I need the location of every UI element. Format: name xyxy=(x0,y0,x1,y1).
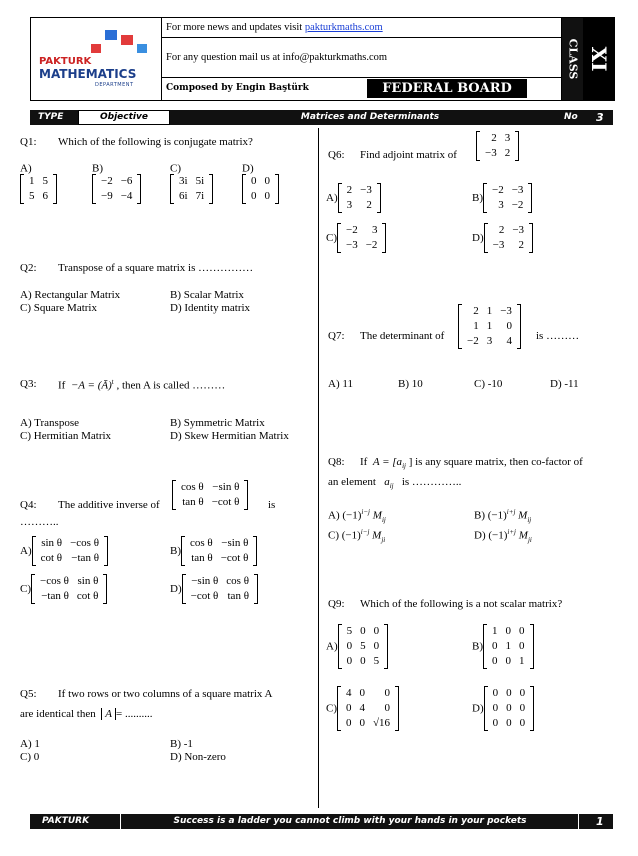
q9-option-matrix-cell: 0 xyxy=(373,640,380,652)
q8-line2-sub: ij xyxy=(389,482,394,491)
q4-option-label: D) xyxy=(170,583,182,595)
q8-option-label: C) xyxy=(328,529,339,542)
logo-square-blue xyxy=(105,30,117,40)
q9-option-matrix xyxy=(484,686,535,731)
q6-main-matrix xyxy=(476,131,519,161)
logo-square-small xyxy=(91,44,101,53)
q9-option-label: A) xyxy=(326,640,338,653)
q8-option-label: B) xyxy=(474,509,485,522)
composed-row xyxy=(162,79,561,100)
q4-option-matrix xyxy=(181,536,257,566)
q9-option-matrix-cell: 0 xyxy=(373,625,380,637)
q8-option-sub: ij xyxy=(381,515,386,524)
q4-option-matrix-cell: −tan θ xyxy=(71,552,99,564)
q8-option-sup: i−j xyxy=(361,508,371,516)
q6-option-matrix-cell: 3 xyxy=(371,224,378,236)
q1-option-matrix-cell: 0 xyxy=(251,175,257,188)
q6-option-label: D) xyxy=(472,232,484,244)
q5-det: A xyxy=(101,708,116,720)
q6-options xyxy=(326,183,626,263)
q8-option-label: A) xyxy=(328,509,340,522)
q8-option-label: D) xyxy=(474,529,486,542)
q6-option-matrix-cell: 2 xyxy=(366,199,372,211)
q4-main-matrix-cell: tan θ xyxy=(182,496,204,508)
q5-text: If two rows or two columns of a square matrix A xyxy=(58,688,273,700)
no-value: 3 xyxy=(596,111,604,124)
q4-option-matrix xyxy=(182,574,258,604)
q1-option xyxy=(92,162,141,204)
q8-option xyxy=(474,508,531,524)
q1-option-matrix-cell: 0 xyxy=(251,190,257,203)
q9-option-label: D) xyxy=(472,702,484,715)
q4-option-matrix-cell: −sin θ xyxy=(191,575,219,587)
q4-matrix xyxy=(172,480,248,510)
q1-option-matrix xyxy=(92,174,141,204)
q4-main-matrix-cell: −cot θ xyxy=(211,496,240,508)
type-bar xyxy=(30,110,613,125)
q2-option-a: A) Rectangular Matrix xyxy=(20,289,121,301)
q9-option-matrix-cell: 1 xyxy=(505,640,511,652)
q8-option xyxy=(474,528,532,544)
q1-option-label: A) xyxy=(20,162,32,175)
q4-option-matrix-cell: cos θ xyxy=(226,575,249,587)
q7-main-matrix xyxy=(458,304,521,349)
q6-option-label: C) xyxy=(326,232,337,244)
q1-option-matrix xyxy=(242,174,279,204)
q4-is: is xyxy=(268,499,276,511)
q1-option-label: B) xyxy=(92,162,103,175)
q6-option xyxy=(472,183,532,213)
q3-option-c: C) Hermitian Matrix xyxy=(20,430,112,442)
q4-option xyxy=(20,574,107,604)
q9-option-matrix-cell: 0 xyxy=(359,687,365,699)
q9-option-matrix-cell: 5 xyxy=(373,655,380,667)
q9-option-matrix-cell: 0 xyxy=(506,687,512,699)
q8-option-base: (−1) xyxy=(342,509,362,522)
q1-number: Q1: xyxy=(20,136,37,148)
q4-option-label: C) xyxy=(20,583,31,595)
q1-option-matrix-cell: 5 xyxy=(29,190,35,203)
q9-option-label: B) xyxy=(472,640,483,653)
q8-line2-pre: an element xyxy=(328,476,376,488)
q4-option-matrix xyxy=(32,536,108,566)
q4-option-matrix-cell: tan θ xyxy=(227,590,249,602)
q8-line2-post: is ………….. xyxy=(401,476,462,488)
q8-post: ] is any square matrix, then co-factor of xyxy=(408,456,583,468)
q1-option-matrix-cell: 0 xyxy=(264,190,270,203)
q9-option-matrix-cell: 0 xyxy=(346,717,352,729)
q3-expr: −A = (Ā) xyxy=(70,379,112,392)
q9-option-matrix-cell: 0 xyxy=(505,625,511,637)
logo-square-lightblue xyxy=(137,44,147,53)
q8-option-m: M xyxy=(372,529,382,542)
news-row xyxy=(162,18,561,38)
q4-main-matrix-cell: −sin θ xyxy=(212,481,240,493)
q6-option-matrix xyxy=(484,223,533,253)
q7-main-matrix-cell: 0 xyxy=(506,320,512,332)
q6-option-matrix-cell: −2 xyxy=(365,239,378,251)
q9-option-matrix-cell: 0 xyxy=(360,625,366,637)
q7-text: The determinant of xyxy=(360,330,445,342)
q8-option-sup: i−j xyxy=(360,528,370,536)
q6-option-label: A) xyxy=(326,192,338,204)
q2-text: Transpose of a square matrix is …………… xyxy=(58,262,254,274)
class-label-box xyxy=(561,18,584,100)
q9-option xyxy=(326,624,388,669)
q7-main-matrix-cell: 2 xyxy=(473,305,479,317)
class-label: CLASS xyxy=(566,38,580,80)
q7-main-matrix-cell: 1 xyxy=(486,320,493,332)
q9-option-matrix-cell: 0 xyxy=(384,702,391,714)
q9-number: Q9: xyxy=(328,598,345,610)
q9-option-matrix-cell: 0 xyxy=(492,717,499,729)
q4-option-matrix-cell: tan θ xyxy=(191,552,213,564)
q4-text: The additive inverse of xyxy=(58,499,160,511)
q4-option xyxy=(170,574,258,604)
q1-option-matrix-cell: 6i xyxy=(179,190,188,203)
q9-option-matrix-cell: 0 xyxy=(346,640,353,652)
q8-option-base: (−1) xyxy=(488,529,508,542)
q6-option-matrix-cell: 2 xyxy=(518,239,525,251)
q5-line2 xyxy=(20,708,152,720)
q1-option-matrix-cell: −6 xyxy=(120,175,133,188)
q3-post: , then A is called ……… xyxy=(116,379,226,392)
q9-text: Which of the following is a not scalar matrix? xyxy=(360,598,563,610)
q1-option-label: D) xyxy=(242,162,254,175)
q9-options xyxy=(326,624,626,754)
q7-main-matrix-cell: −3 xyxy=(500,305,512,317)
q8-sub: ij xyxy=(402,462,406,471)
q6-main-matrix-cell: −3 xyxy=(485,147,497,159)
q6-option xyxy=(472,223,533,253)
class-value: XI xyxy=(586,46,611,72)
q9-option-matrix-cell: 0 xyxy=(492,640,498,652)
q1-option xyxy=(170,162,213,204)
q6-option-matrix-cell: −2 xyxy=(511,199,524,211)
q4-option-label: B) xyxy=(170,545,181,557)
q6-option-matrix-cell: −2 xyxy=(346,224,358,236)
q4-option-matrix-cell: −sin θ xyxy=(221,537,249,549)
q1-text: Which of the following is conjugate matrix? xyxy=(58,136,253,148)
footer-divider-1 xyxy=(120,814,121,829)
topic: Matrices and Determinants xyxy=(300,112,440,122)
q1-option xyxy=(20,162,57,204)
q3-line xyxy=(58,378,225,392)
q9-option-matrix-cell: 0 xyxy=(346,702,352,714)
q9-option-matrix-cell: 5 xyxy=(360,640,366,652)
q3-number: Q3: xyxy=(20,378,37,390)
q4-option xyxy=(20,536,108,566)
q6-option-matrix-cell: −2 xyxy=(492,184,504,196)
q4-option-matrix-cell: cot θ xyxy=(40,552,63,564)
q4-option-matrix-cell: cot θ xyxy=(76,590,99,602)
q1-option-matrix-cell: 5 xyxy=(42,175,48,188)
q9-option-matrix-cell: 0 xyxy=(519,640,525,652)
q8-line xyxy=(360,456,583,470)
q7-main-matrix-cell: 1 xyxy=(486,305,493,317)
q2-option-c: C) Square Matrix xyxy=(20,302,97,314)
q4-options xyxy=(20,536,310,646)
q9-option-matrix-cell: 0 xyxy=(506,702,512,714)
q1-option-matrix-cell: −4 xyxy=(120,190,133,203)
q4-option-matrix-cell: −cot θ xyxy=(220,552,249,564)
q4-dots: ……….. xyxy=(20,516,59,528)
q6-option-matrix-cell: −3 xyxy=(492,239,505,251)
q1-option-matrix-cell: 0 xyxy=(264,175,270,188)
q4-option-matrix-cell: −cot θ xyxy=(190,590,219,602)
q4-option xyxy=(170,536,257,566)
q7-main-matrix-cell: 4 xyxy=(506,335,512,347)
q4-option-matrix-cell: sin θ xyxy=(77,575,99,587)
q8-options xyxy=(328,508,618,553)
q3-option-d: D) Skew Hermitian Matrix xyxy=(170,430,289,442)
q6-option-matrix xyxy=(483,183,532,213)
logo-text-3: DEPARTMENT xyxy=(95,82,134,88)
q5-option-c: C) 0 xyxy=(20,751,40,763)
mail-text: For any question mail us at info@pakturkmaths.com xyxy=(166,52,388,63)
type-value: Objective xyxy=(78,110,170,125)
q9-option xyxy=(472,624,534,669)
q8-option-sup: i+j xyxy=(506,508,516,516)
q8-option-m: M xyxy=(518,509,528,522)
q2-option-d: D) Identity matrix xyxy=(170,302,251,314)
q9-option-matrix xyxy=(338,624,389,669)
q9-option-matrix-cell: 0 xyxy=(519,717,526,729)
q6-option-matrix-cell: 2 xyxy=(346,184,353,196)
board-badge: FEDERAL BOARD xyxy=(367,79,527,98)
q5-option-b: B) -1 xyxy=(170,738,193,750)
q1-option-matrix-cell: 3i xyxy=(179,175,188,188)
q4-main-matrix-cell: cos θ xyxy=(181,481,204,493)
q9-option-matrix-cell: 0 xyxy=(519,625,525,637)
q7-number: Q7: xyxy=(328,330,345,342)
page-header xyxy=(30,17,615,101)
q6-option-matrix-cell: 2 xyxy=(498,224,505,236)
q1-option-matrix-cell: 5i xyxy=(195,175,205,188)
q9-option-matrix-cell: 1 xyxy=(519,655,525,667)
mail-row xyxy=(162,38,561,78)
footer-motto: Success is a ladder you cannot climb with your hands in your pockets xyxy=(173,816,527,826)
footer-bar xyxy=(30,814,613,829)
q8-option-m: M xyxy=(518,529,528,542)
q9-option-label: C) xyxy=(326,702,337,715)
q4-number: Q4: xyxy=(20,499,37,511)
q9-option-matrix xyxy=(337,686,399,731)
q2-number: Q2: xyxy=(20,262,37,274)
q1-option-matrix-cell: −2 xyxy=(101,175,113,188)
q6-option-matrix-cell: 3 xyxy=(498,199,504,211)
news-link[interactable]: pakturkmaths.com xyxy=(304,22,383,33)
q6-option xyxy=(326,223,386,253)
footer-page: 1 xyxy=(596,815,604,828)
q4-option-matrix xyxy=(31,574,107,604)
q5-eq: = .......... xyxy=(115,708,153,720)
q8-option xyxy=(328,508,386,524)
q8-option-base: (−1) xyxy=(487,509,507,522)
q8-option-sub: ji xyxy=(381,535,386,544)
q6-matrix xyxy=(476,131,519,161)
q9-option-matrix-cell: 1 xyxy=(492,625,498,637)
column-divider xyxy=(318,128,319,808)
q9-option-matrix-cell: 0 xyxy=(505,655,511,667)
q9-option-matrix-cell: 0 xyxy=(384,687,391,699)
q2-option-b: B) Scalar Matrix xyxy=(170,289,244,301)
q9-option-matrix xyxy=(483,624,534,669)
q1-option-matrix-cell: −9 xyxy=(101,190,113,203)
q6-option xyxy=(326,183,381,213)
q6-option-label: B) xyxy=(472,192,483,204)
q9-option-matrix-cell: 0 xyxy=(360,655,366,667)
q9-option-matrix-cell: 0 xyxy=(506,717,512,729)
q8-expr: A = [a xyxy=(372,456,403,468)
q3-option-b: B) Symmetric Matrix xyxy=(170,417,265,429)
q7-matrix xyxy=(458,304,521,349)
q1-option xyxy=(242,162,279,204)
q7-main-matrix-cell: 1 xyxy=(473,320,479,332)
q8-option-base: (−1) xyxy=(341,529,361,542)
q1-option-matrix xyxy=(20,174,57,204)
news-text: For more news and updates visit xyxy=(166,22,305,33)
q7-main-matrix-cell: −2 xyxy=(467,335,479,347)
q8-option xyxy=(328,528,385,544)
q9-option-matrix-cell: 0 xyxy=(359,717,365,729)
q9-option-matrix-cell: √16 xyxy=(373,717,391,729)
q5-text2: are identical then xyxy=(20,708,96,720)
q4-main-matrix xyxy=(172,480,248,510)
q3-sup: t xyxy=(111,378,114,386)
q9-option-matrix-cell: 4 xyxy=(359,702,365,714)
q1-option-matrix-cell: 1 xyxy=(29,175,35,188)
q6-option-matrix-cell: 3 xyxy=(346,199,353,211)
q7-option-b: B) 10 xyxy=(398,378,423,390)
q4-option-matrix-cell: −tan θ xyxy=(41,590,69,602)
q4-option-label: A) xyxy=(20,545,32,557)
q7-option-c: C) -10 xyxy=(474,378,503,390)
q4-option-matrix-cell: sin θ xyxy=(41,537,63,549)
q8-option-sub: ij xyxy=(527,515,532,524)
q7-main-matrix-cell: 3 xyxy=(486,335,493,347)
footer-divider-2 xyxy=(578,814,579,829)
type-label: TYPE xyxy=(38,112,64,122)
q6-option-matrix-cell: −3 xyxy=(512,224,525,236)
q7-option-a: A) 11 xyxy=(328,378,353,390)
q6-option-matrix xyxy=(337,223,386,253)
q8-line2-var: a xyxy=(384,476,390,488)
q6-option-matrix-cell: −3 xyxy=(511,184,524,196)
q1-option-matrix-cell: 7i xyxy=(195,190,205,203)
q9-option-matrix-cell: 0 xyxy=(346,655,353,667)
q9-option xyxy=(326,686,399,731)
composed-by: Composed by Engin Baştürk xyxy=(166,83,309,93)
q1-option-matrix-cell: 6 xyxy=(42,190,48,203)
class-value-box xyxy=(583,18,614,100)
no-label: No xyxy=(564,112,578,122)
q4-option-matrix-cell: −cos θ xyxy=(40,575,69,587)
q3-pre: If xyxy=(58,379,66,392)
q9-option xyxy=(472,686,534,731)
q5-number: Q5: xyxy=(20,688,37,700)
q9-option-matrix-cell: 0 xyxy=(492,655,498,667)
q7-post: is ……… xyxy=(536,330,580,342)
q8-option-sub: ji xyxy=(527,535,532,544)
q4-option-matrix-cell: −cos θ xyxy=(70,537,99,549)
q9-option-matrix-cell: 5 xyxy=(346,625,353,637)
q8-number: Q8: xyxy=(328,456,345,468)
logo-text-2: MATHEMATICS xyxy=(39,67,137,81)
q9-option-matrix-cell: 4 xyxy=(346,687,352,699)
q3-option-a: A) Transpose xyxy=(20,417,79,429)
q8-option-sup: i+j xyxy=(507,528,517,536)
q6-option-matrix-cell: −3 xyxy=(346,239,358,251)
q5-option-a: A) 1 xyxy=(20,738,40,750)
q8-pre: If xyxy=(360,456,368,468)
q6-main-matrix-cell: 2 xyxy=(504,147,511,159)
q1-option-matrix xyxy=(170,174,213,204)
q6-option-matrix-cell: −3 xyxy=(360,184,372,196)
q6-option-matrix xyxy=(338,183,381,213)
q6-main-matrix-cell: 2 xyxy=(491,132,497,144)
q6-text: Find adjoint matrix of xyxy=(360,149,457,161)
q9-option-matrix-cell: 0 xyxy=(492,687,499,699)
footer-brand: PAKTURK xyxy=(42,816,90,826)
logo xyxy=(31,18,162,100)
q7-option-d: D) -11 xyxy=(550,378,579,390)
q9-option-matrix-cell: 0 xyxy=(519,702,526,714)
q5-option-d: D) Non-zero xyxy=(170,751,226,763)
q9-option-matrix-cell: 0 xyxy=(519,687,526,699)
q9-option-matrix-cell: 0 xyxy=(492,702,499,714)
q1-option-label: C) xyxy=(170,162,181,175)
q4-option-matrix-cell: cos θ xyxy=(190,537,213,549)
q6-number: Q6: xyxy=(328,149,345,161)
q8-option-m: M xyxy=(372,509,382,522)
logo-square-red xyxy=(121,35,133,45)
q6-main-matrix-cell: 3 xyxy=(504,132,511,144)
logo-text-1: PAKTURK xyxy=(39,56,92,67)
q8-line2 xyxy=(328,476,461,490)
